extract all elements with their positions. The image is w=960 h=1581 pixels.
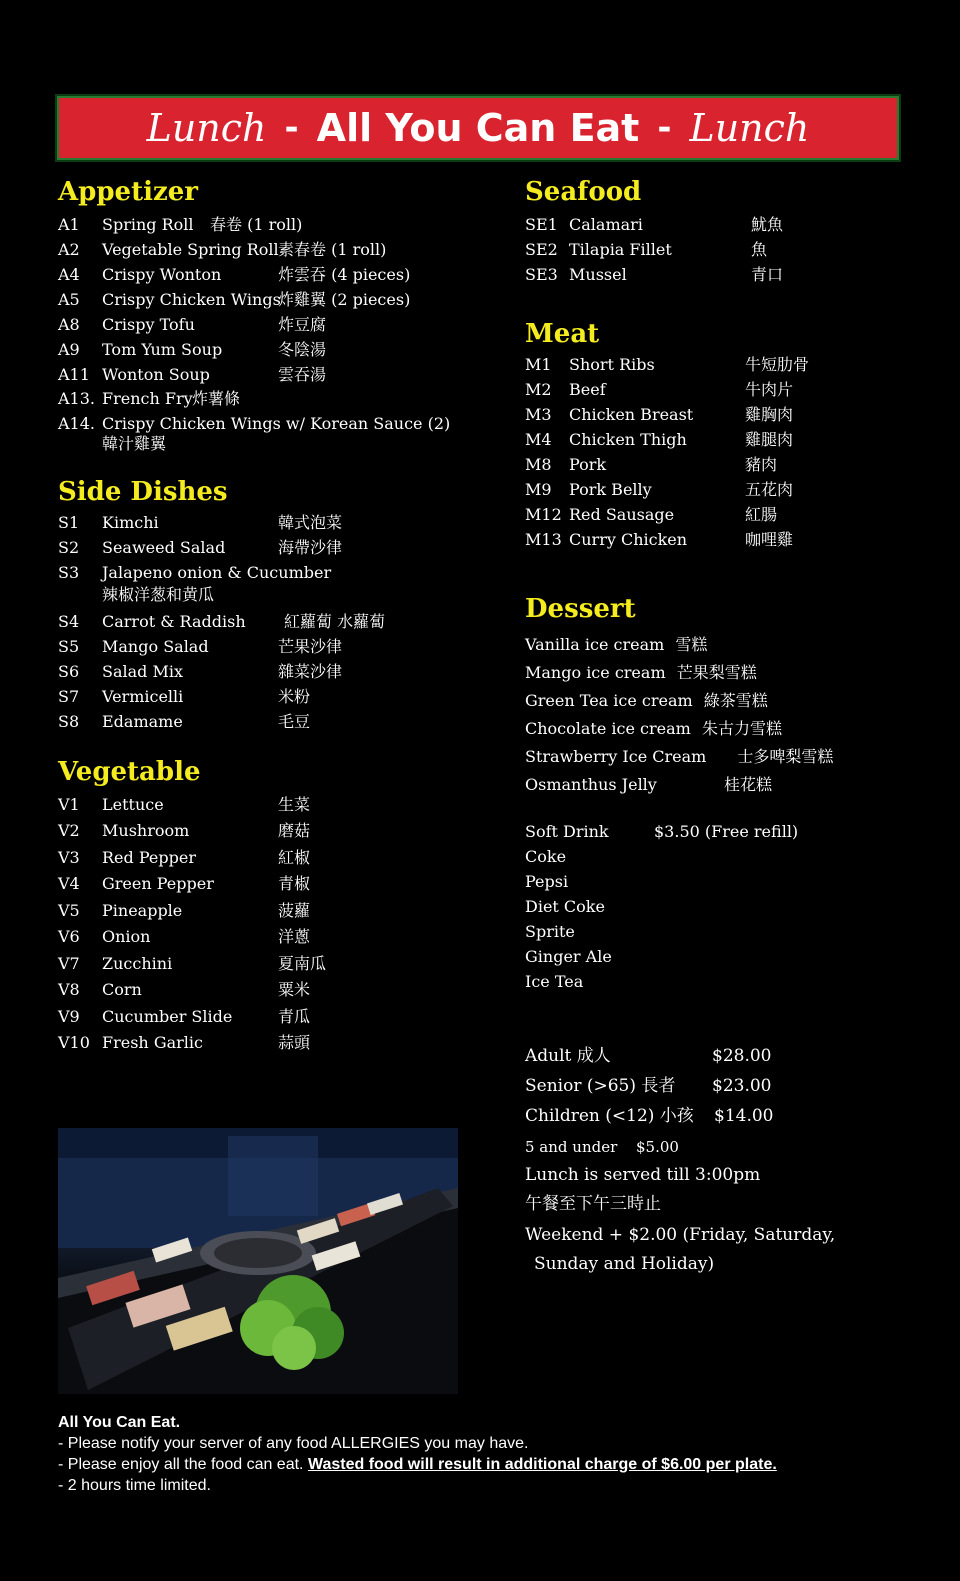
item-code: V4	[58, 874, 80, 893]
banner-dash-right: -	[657, 108, 672, 148]
item-chinese-name: 辣椒洋葱和黄瓜	[102, 585, 215, 604]
item-name: Short Ribs	[569, 355, 655, 374]
item-chinese-name: 豬肉	[745, 455, 778, 474]
banner-main-text: All You Can Eat	[316, 106, 640, 150]
item-code: M3	[525, 405, 552, 424]
item-code: S6	[58, 662, 80, 681]
item-chinese-name: 咖哩雞	[745, 530, 794, 549]
footer-waste-charge: Wasted food will result in additional charge of $6.00 per plate.	[307, 1456, 777, 1473]
item-code: V2	[58, 821, 80, 840]
item-chinese-name: 冬陰湯	[278, 340, 327, 359]
item-code: A1	[58, 215, 80, 234]
under5-label: 5 and under	[525, 1138, 618, 1156]
dessert-item	[525, 635, 707, 655]
item-code: SE3	[525, 265, 558, 284]
item-code: M13	[525, 530, 562, 549]
drink-item: Diet Coke	[525, 897, 605, 916]
item-name: Onion	[102, 927, 151, 946]
dessert-chinese-name: 朱古力雪糕	[701, 719, 782, 738]
drink-item: Ice Tea	[525, 972, 584, 991]
item-chinese-name: 毛豆	[278, 712, 311, 731]
item-name: Kimchi	[102, 513, 159, 532]
item-name: Jalapeno onion & Cucumber	[102, 563, 332, 582]
dessert-chinese-name: 綠茶雪糕	[703, 691, 768, 710]
item-chinese-name: 青椒	[278, 874, 311, 893]
item-chinese-name: 青口	[751, 265, 784, 284]
item-chinese-name: 韓汁雞翼	[102, 434, 167, 453]
item-chinese-name: 紅椒	[278, 848, 311, 867]
footer-notes	[58, 1412, 777, 1496]
item-chinese-name: 蒜頭	[278, 1033, 311, 1052]
item-code: M2	[525, 380, 552, 399]
item-chinese-name: 春卷 (1 roll)	[210, 215, 303, 234]
item-code: V9	[58, 1007, 80, 1026]
item-chinese-name: 五花肉	[745, 480, 794, 499]
item-chinese-name: 炸雞翼 (2 pieces)	[278, 290, 411, 309]
item-chinese-name: 雲吞湯	[278, 365, 327, 384]
item-code: S4	[58, 612, 80, 631]
banner-dash-left: -	[284, 108, 299, 148]
footer-waste-note-text: - Please enjoy all the food can eat.	[58, 1456, 304, 1473]
item-chinese-name: 炸雲吞 (4 pieces)	[278, 265, 411, 284]
item-name: Crispy Tofu	[102, 315, 195, 334]
side-dishes-heading: Side Dishes	[58, 477, 228, 507]
item-chinese-name: 雜菜沙律	[278, 662, 343, 681]
item-name: Lettuce	[102, 795, 164, 814]
drink-item: Coke	[525, 847, 567, 866]
drink-item: Ginger Ale	[525, 947, 612, 966]
seafood-heading: Seafood	[525, 177, 642, 207]
drink-item: Sprite	[525, 922, 575, 941]
item-chinese-name: 生菜	[278, 795, 311, 814]
item-chinese-name: 米粉	[278, 687, 311, 706]
item-code: M1	[525, 355, 552, 374]
dessert-name: Chocolate ice cream	[525, 719, 691, 738]
item-chinese-name: 粟米	[278, 980, 311, 999]
item-name: Seaweed Salad	[102, 538, 226, 557]
item-name: Crispy Wonton	[102, 265, 222, 284]
appetizer-heading: Appetizer	[58, 177, 198, 207]
item-name: Mushroom	[102, 821, 190, 840]
item-code: S2	[58, 538, 80, 557]
item-name: Red Pepper	[102, 848, 196, 867]
item-code: A11	[58, 365, 90, 384]
item-name: Crispy Chicken Wings	[102, 290, 281, 309]
item-name: Fresh Garlic	[102, 1033, 203, 1052]
dessert-item	[525, 691, 768, 711]
dessert-name: Vanilla ice cream	[525, 635, 665, 654]
item-code: A5	[58, 290, 80, 309]
footer-time-limit: - 2 hours time limited.	[58, 1477, 211, 1494]
item-name: Crispy Chicken Wings w/ Korean Sauce (2)	[102, 414, 451, 433]
item-chinese-name: 菠蘿	[278, 901, 311, 920]
item-chinese-name: 牛肉片	[745, 380, 794, 399]
item-code: V8	[58, 980, 80, 999]
adult-label: Adult 成人	[525, 1046, 611, 1066]
item-name: Calamari	[569, 215, 643, 234]
soft-drink-header: Soft Drink	[525, 822, 609, 841]
item-code: V7	[58, 954, 80, 973]
item-code: V5	[58, 901, 80, 920]
item-code: V6	[58, 927, 80, 946]
dessert-heading: Dessert	[525, 594, 636, 624]
meat-heading: Meat	[525, 319, 600, 349]
item-code: A8	[58, 315, 80, 334]
banner-left-text: Lunch	[146, 106, 267, 150]
banner-right-text: Lunch	[689, 106, 810, 150]
footer-waste-note	[58, 1454, 777, 1475]
item-code: S3	[58, 563, 80, 582]
item-name: Cucumber Slide	[102, 1007, 233, 1026]
dessert-chinese-name: 雪糕	[675, 635, 708, 654]
item-name: Zucchini	[102, 954, 173, 973]
under5-price: $5.00	[636, 1138, 679, 1156]
item-chinese-name: 魚	[751, 240, 768, 259]
item-chinese-name: 韓式泡菜	[278, 513, 343, 532]
dessert-name: Osmanthus Jelly	[525, 775, 657, 794]
item-chinese-name: 磨菇	[278, 821, 311, 840]
item-name: Vermicelli	[102, 687, 184, 706]
item-chinese-name: 夏南瓜	[278, 954, 327, 973]
drink-item: Pepsi	[525, 872, 569, 891]
item-name: Beef	[569, 380, 606, 399]
item-name: Salad Mix	[102, 662, 184, 681]
item-code: M12	[525, 505, 562, 524]
item-code: M4	[525, 430, 552, 449]
children-price: $14.00	[714, 1106, 774, 1126]
vegetable-heading: Vegetable	[58, 757, 201, 787]
item-name: Pork Belly	[569, 480, 652, 499]
item-name: Vegetable Spring Roll	[102, 240, 279, 259]
dessert-item	[525, 775, 772, 795]
item-code: S8	[58, 712, 80, 731]
dessert-chinese-name: 桂花糕	[723, 775, 772, 794]
item-code: A4	[58, 265, 80, 284]
restaurant-table-photo	[58, 1128, 458, 1394]
dessert-name: Strawberry Ice Cream	[525, 747, 707, 766]
item-code: A13.	[58, 389, 95, 408]
item-chinese-name: 素春卷 (1 roll)	[278, 240, 387, 259]
item-code: SE2	[525, 240, 558, 259]
dessert-item	[525, 747, 833, 767]
lunch-time: Lunch is served till 3:00pm	[525, 1165, 761, 1185]
item-name: Red Sausage	[569, 505, 675, 524]
footer-allergy-note: - Please notify your server of any food ALLERGIES you may have.	[58, 1435, 529, 1452]
item-chinese-name: 魷魚	[751, 215, 784, 234]
item-code: M8	[525, 455, 552, 474]
senior-label: Senior (>65) 長者	[525, 1076, 676, 1096]
item-chinese-name: 紅蘿蔔 水蘿蔔	[284, 612, 386, 631]
item-name: Spring Roll	[102, 215, 194, 234]
weekend-days: Sunday and Holiday)	[534, 1254, 715, 1274]
item-code: A2	[58, 240, 80, 259]
dessert-chinese-name: 芒果梨雪糕	[676, 663, 757, 682]
item-name: Carrot & Raddish	[102, 612, 246, 631]
item-name: Tom Yum Soup	[102, 340, 223, 359]
soft-drink-price: $3.50 (Free refill)	[654, 822, 799, 841]
dessert-item	[525, 719, 782, 739]
item-code: A14.	[58, 414, 95, 433]
item-code: V1	[58, 795, 80, 814]
item-code: A9	[58, 340, 80, 359]
item-chinese-name: 芒果沙律	[278, 637, 343, 656]
dessert-item	[525, 663, 757, 683]
item-name: Mussel	[569, 265, 627, 284]
item-chinese-name: 紅腸	[745, 505, 778, 524]
title-banner	[57, 96, 899, 160]
item-name: Chicken Thigh	[569, 430, 687, 449]
item-name: Curry Chicken	[569, 530, 688, 549]
dessert-name: Green Tea ice cream	[525, 691, 693, 710]
item-name: Edamame	[102, 712, 183, 731]
item-name: French Fry	[102, 389, 193, 408]
footer-title: All You Can Eat.	[58, 1414, 181, 1431]
item-chinese-name: 炸豆腐	[278, 315, 327, 334]
item-name: Mango Salad	[102, 637, 209, 656]
item-chinese-name: 雞胸肉	[745, 405, 794, 424]
adult-price: $28.00	[712, 1046, 772, 1066]
item-code: SE1	[525, 215, 558, 234]
item-chinese-name: 青瓜	[278, 1007, 311, 1026]
item-name: Green Pepper	[102, 874, 214, 893]
item-chinese-name: 牛短肋骨	[745, 355, 810, 374]
item-chinese-name: 雞腿肉	[745, 430, 794, 449]
item-chinese-name: 洋蔥	[278, 927, 311, 946]
item-chinese-name: 炸薯條	[192, 389, 241, 408]
item-code: M9	[525, 480, 552, 499]
item-code: V3	[58, 848, 80, 867]
dessert-chinese-name: 士多啤梨雪糕	[737, 747, 834, 766]
item-name: Pineapple	[102, 901, 183, 920]
item-name: Chicken Breast	[569, 405, 694, 424]
senior-price: $23.00	[712, 1076, 772, 1096]
item-chinese-name: 海帶沙律	[278, 538, 343, 557]
item-code: S7	[58, 687, 80, 706]
item-code: S5	[58, 637, 80, 656]
item-name: Tilapia Fillet	[569, 240, 672, 259]
item-name: Corn	[102, 980, 142, 999]
weekend-surcharge: Weekend + $2.00 (Friday, Saturday,	[525, 1225, 836, 1245]
children-label: Children (<12) 小孩	[525, 1106, 694, 1126]
lunch-time-chinese: 午餐至下午三時止	[525, 1194, 661, 1214]
item-name: Wonton Soup	[102, 365, 210, 384]
item-name: Pork	[569, 455, 607, 474]
dessert-name: Mango ice cream	[525, 663, 666, 682]
item-code: S1	[58, 513, 80, 532]
item-code: V10	[58, 1033, 90, 1052]
